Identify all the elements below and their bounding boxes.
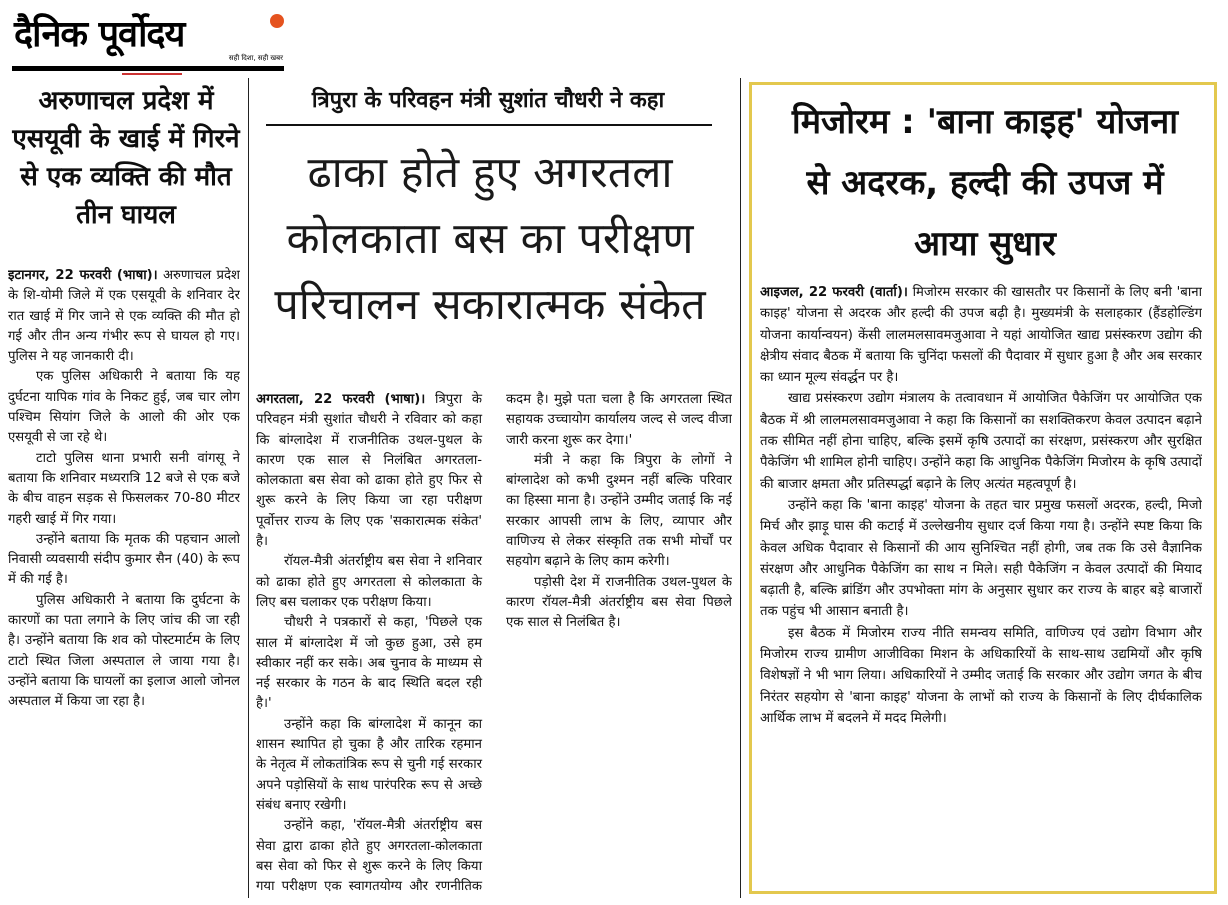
newspaper-name: दैनिक पूर्वोदय	[14, 14, 185, 55]
right-article-paragraph: आइजल, 22 फरवरी (वार्ता)। मिजोरम सरकार की खासतौर पर किसानों के लिए बनी 'बाना काइह' योजना से अदरक और हल्दी की उपज बढ़ी है। मुख्यमंत्री के सलाहकार (हैंडहोल्डिंग योजना कार्यान्वयन) केंसी लालमलसावमजुआवा ने यहां आयोजित खाद्य प्रसंस्करण उद्योग की क्षेत्रीय संवाद बैठक में बताया कि चुनिंदा फसलों की पैदावार में सुधार हुआ है और अब सरकार का ध्यान मूल्य संवर्द्धन पर है।	[760, 285, 1202, 386]
masthead-rule	[12, 66, 284, 71]
center-article-dateline: अगरतला, 22 फरवरी (भाषा)।	[256, 392, 426, 407]
kicker-underline	[266, 124, 712, 126]
center-article-paragraph: पड़ोसी देश में राजनीतिक उथल-पुथल के कारण रॉयल-मैत्री अंतर्राष्ट्रीय बस सेवा पिछले एक साल से निलंबित है।	[506, 574, 732, 631]
center-article-paragraph: उन्होंने कहा कि बांग्लादेश में कानून का शासन स्थापित हो चुका है और तारिक रहमान के नेतृत्व में लोकतांत्रिक रूप से चुनी गई सरकार अपने पड़ोसियों के साथ पारंपरिक रूप से अच्छे संबंध बनाए रखेगी।	[256, 716, 482, 813]
right-article-body	[760, 282, 1202, 892]
center-article-kicker: त्रिपुरा के परिवहन मंत्री सुशांत चौधरी ने कहा	[311, 88, 665, 113]
right-article-dateline: आइजल, 22 फरवरी (वार्ता)।	[760, 285, 908, 300]
right-article-headline: मिजोरम : 'बाना काइह' योजना से अदरक, हल्दी की उपज में आया सुधार	[791, 102, 1179, 264]
right-article-paragraph: उन्होंने कहा कि 'बाना काइह' योजना के तहत चार प्रमुख फसलों अदरक, हल्दी, मिजो मिर्च और झाड़ू घास की कटाई में उल्लेखनीय सुधार दर्ज किया गया है। उन्होंने स्पष्ट किया कि केवल अधिक पैदावार से किसानों की आय सुनिश्चित नहीं होगी, जब तक कि उसे वैज्ञानिक संरक्षण और आधुनिक पैकेजिंग का साथ न मिले। सही पैकेजिंग न केवल उत्पादों की मियाद बढ़ाती है, बल्कि ब्रांडिंग और उपभोक्ता मांग के अनुसार सुधार कर राज्य के बाहर बड़े बाजारों तक पहुंच भी आसान बनाती है।	[760, 497, 1202, 620]
center-article-paragraph: उन्होंने कहा, 'रॉयल-मैत्री अंतर्राष्ट्रीय बस सेवा द्वारा ढाका होते हुए अगरतला-कोलकाता बस सेवा को फिर से शुरू करने के लिए किया गया परीक्षण एक स्वागतयोग्य और रणनीतिक कदम है। मुझे पता चला है कि अगरतला स्थित सहायक उच्चायोग कार्यालय जल्द से जल्द वीजा जारी करना शुरू कर देगा।'	[256, 392, 732, 895]
left-article-body	[8, 266, 240, 898]
left-article-paragraph: एक पुलिस अधिकारी ने बताया कि यह दुर्घटना यापिक गांव के निकट हुई, जब चार लोग पश्चिम सियांग जिले के आलो की ओर एक एसयूवी से जा रहे थे।	[8, 369, 240, 446]
left-article-paragraph: टाटो पुलिस थाना प्रभारी सनी वांगसू ने बताया कि शनिवार मध्यरात्रि 12 बजे से एक बजे के बीच वाहन सड़क से फिसलकर 70-80 मीटर गहरी खाई में गिर गया।	[8, 450, 240, 527]
center-article-paragraph: चौधरी ने पत्रकारों से कहा, 'पिछले एक साल में बांग्लादेश में जो कुछ हुआ, उसे हम स्वीकार नहीं कर सके। अब चुनाव के माध्यम से नई सरकार के गठन के बाद स्थिति बदल रही है।'	[256, 615, 482, 712]
center-article-paragraph: रॉयल-मैत्री अंतर्राष्ट्रीय बस सेवा ने शनिवार को ढाका होते हुए अगरतला से कोलकाता के लिए बस चलाकर एक परीक्षण किया।	[256, 554, 482, 610]
right-article-paragraph: खाद्य प्रसंस्करण उद्योग मंत्रालय के तत्वावधान में आयोजित पैकेजिंग पर आयोजित एक बैठक में श्री लालमलसावमजुआवा ने कहा कि किसानों का सशक्तिकरण केवल उत्पादन बढ़ाने तक सीमित नहीं होना चाहिए, बल्कि इसमें कृषि उत्पादों का संरक्षण, प्रसंस्करण और सुरक्षित पैकेजिंग भी शामिल होनी चाहिए। उन्होंने कहा कि आधुनिक पैकेजिंग मिजोरम के कृषि उत्पादों की बाजार क्षमता और प्रतिस्पर्द्धा बढ़ाने के लिए अत्यंत महत्वपूर्ण है।	[760, 391, 1202, 492]
left-article-dateline: इटानगर, 22 फरवरी (भाषा)।	[8, 268, 158, 283]
column-divider-right	[740, 78, 741, 898]
left-article-paragraph: पुलिस अधिकारी ने बताया कि दुर्घटना के कारणों का पता लगाने के लिए जांच की जा रही है। उन्होंने बताया कि शव को पोस्टमार्टम के लिए टाटो स्थित जिला अस्पताल ले जाया गया है। उन्होंने बताया कि घायलों का इलाज आलो जोनल अस्पताल में किया जा रहा है।	[8, 592, 240, 710]
center-article-headline: ढाका होते हुए अगरतला कोलकाता बस का परीक्षण परिचालन सकारात्मक संकेत	[274, 148, 706, 330]
masthead-tagline: सही दिशा, सही खबर	[228, 54, 283, 62]
right-article-paragraph: इस बैठक में मिजोरम राज्य नीति समन्वय समिति, वाणिज्य एवं उद्योग विभाग और मिजोरम राज्य ग्रामीण आजीविका मिशन के अधिकारियों के साथ-साथ उद्यमियों और कृषि विशेषज्ञों ने भी भाग लिया। अधिकारियों ने उम्मीद जताई कि सरकार और उद्योग जगत के बीच निरंतर सहयोग से 'बाना काइह' योजना के लाभों को राज्य के किसानों के लिए दीर्घकालिक आर्थिक लाभ में बदलने में मदद मिलेगी।	[760, 625, 1202, 726]
masthead-dot-icon	[270, 14, 284, 28]
left-article-paragraph: इटानगर, 22 फरवरी (भाषा)। अरुणाचल प्रदेश के शि-योमी जिले में एक एसयूवी के शनिवार देर रात खाई में गिर जाने से एक व्यक्ति की मौत हो गई और तीन अन्य गंभीर रूप से घायल हो गए। पुलिस ने यह जानकारी दी।	[8, 268, 240, 365]
left-article-headline: अरुणाचल प्रदेश में एसयूवी के खाई में गिरने से एक व्यक्ति की मौत तीन घायल	[12, 86, 240, 230]
center-article-paragraph: अगरतला, 22 फरवरी (भाषा)। त्रिपुरा के परिवहन मंत्री सुशांत चौधरी ने रविवार को कहा कि बांग्लादेश में राजनीतिक उथल-पुथल के कारण एक साल से निलंबित अगरतला-कोलकाता बस सेवा को ढाका होते हुए फिर से शुरू करने के लिए किया जा रहा परीक्षण पूर्वोत्तर राज्य के लिए एक 'सकारात्मक संकेत' है।	[256, 392, 482, 550]
masthead-accent-rule	[122, 73, 182, 75]
left-article-paragraph: उन्होंने बताया कि मृतक की पहचान आलो निवासी व्यवसायी संदीप कुमार सैन (40) के रूप में की गई है।	[8, 531, 240, 588]
column-divider-left	[248, 78, 249, 898]
masthead	[12, 8, 287, 72]
center-article-paragraph: मंत्री ने कहा कि त्रिपुरा के लोगों ने बांग्लादेश को कभी दुश्मन नहीं बल्कि परिवार का हिस्सा माना है। उन्होंने उम्मीद जताई कि नई सरकार आपसी लाभ के लिए, व्यापार और वाणिज्य से लेकर संस्कृति तक सभी मोर्चों पर सहयोग बढ़ाने के लिए काम करेगी।	[506, 452, 732, 570]
center-article-body	[256, 390, 732, 902]
